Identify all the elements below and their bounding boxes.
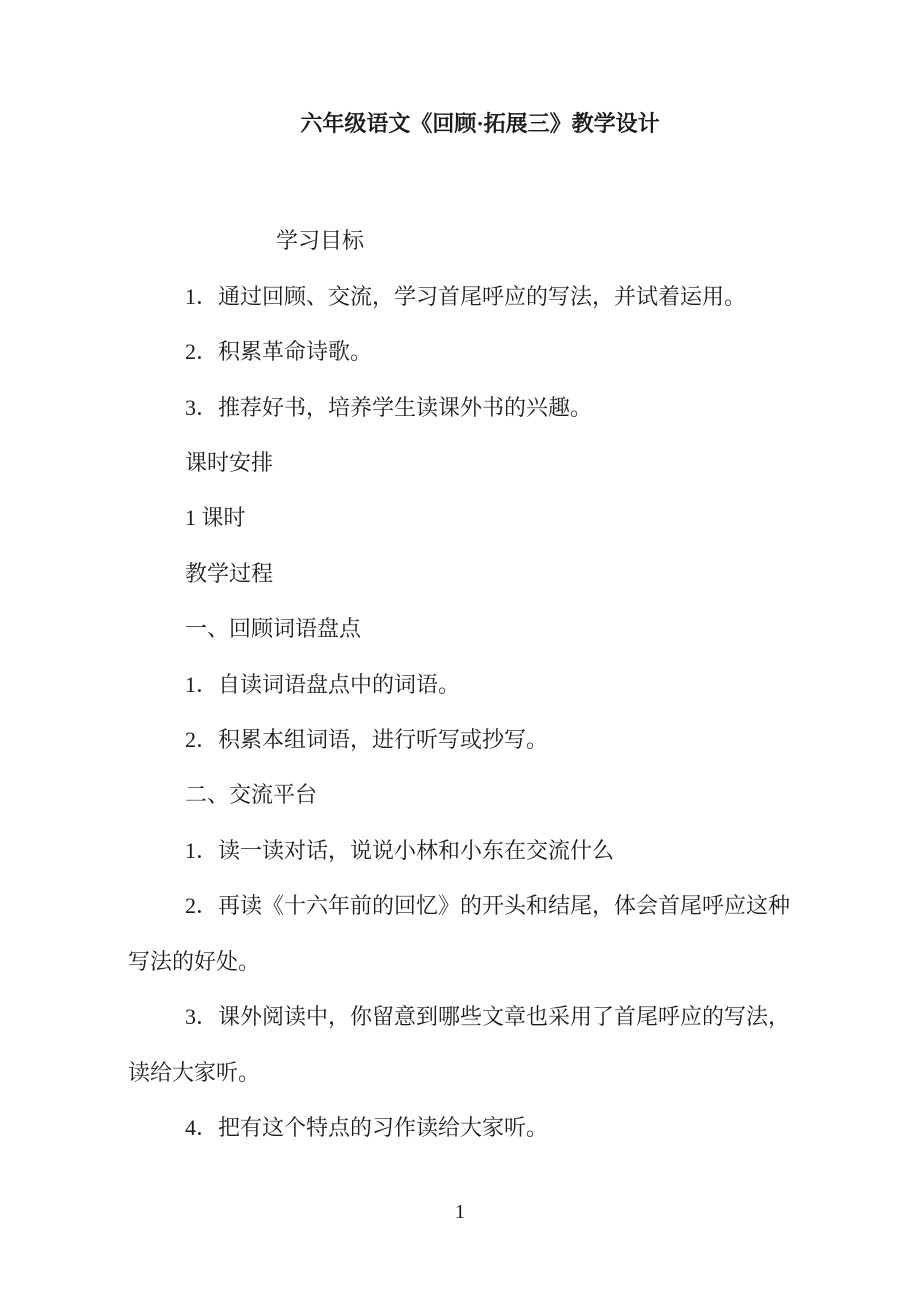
paragraph: 2．积累本组词语，进行听写或抄写。 [185,727,549,753]
paragraph: 一、回顾词语盘点 [185,616,362,642]
paragraph: 1 课时 [185,505,246,531]
paragraph: 3．课外阅读中，你留意到哪些文章也采用了首尾呼应的写法，读给大家听。 [128,1004,791,1085]
page-number: 1 [455,1201,465,1223]
paragraph: 学习目标 [276,228,365,254]
paragraph: 2．积累革命诗歌。 [185,339,373,365]
paragraph: 课时安排 [185,450,274,476]
document-title: 六年级语文《回顾·拓展三》教学设计 [300,111,660,136]
paragraph-list [128,213,792,1155]
paragraph: 教学过程 [185,560,274,586]
paragraph: 1．读一读对话，说说小林和小东在交流什么 [185,837,615,863]
paragraph: 2．再读《十六年前的回忆》的开头和结尾，体会首尾呼应这种写法的好处。 [128,893,791,974]
paragraph: 4．把有这个特点的习作读给大家听。 [185,1114,549,1140]
paragraph: 1．自读词语盘点中的词语。 [185,671,461,697]
document-content [128,96,792,1155]
paragraph: 3．推荐好书，培养学生读课外书的兴趣。 [185,394,593,420]
paragraph: 1．通过回顾、交流，学习首尾呼应的写法，并试着运用。 [185,283,747,309]
paragraph: 二、交流平台 [185,782,318,808]
